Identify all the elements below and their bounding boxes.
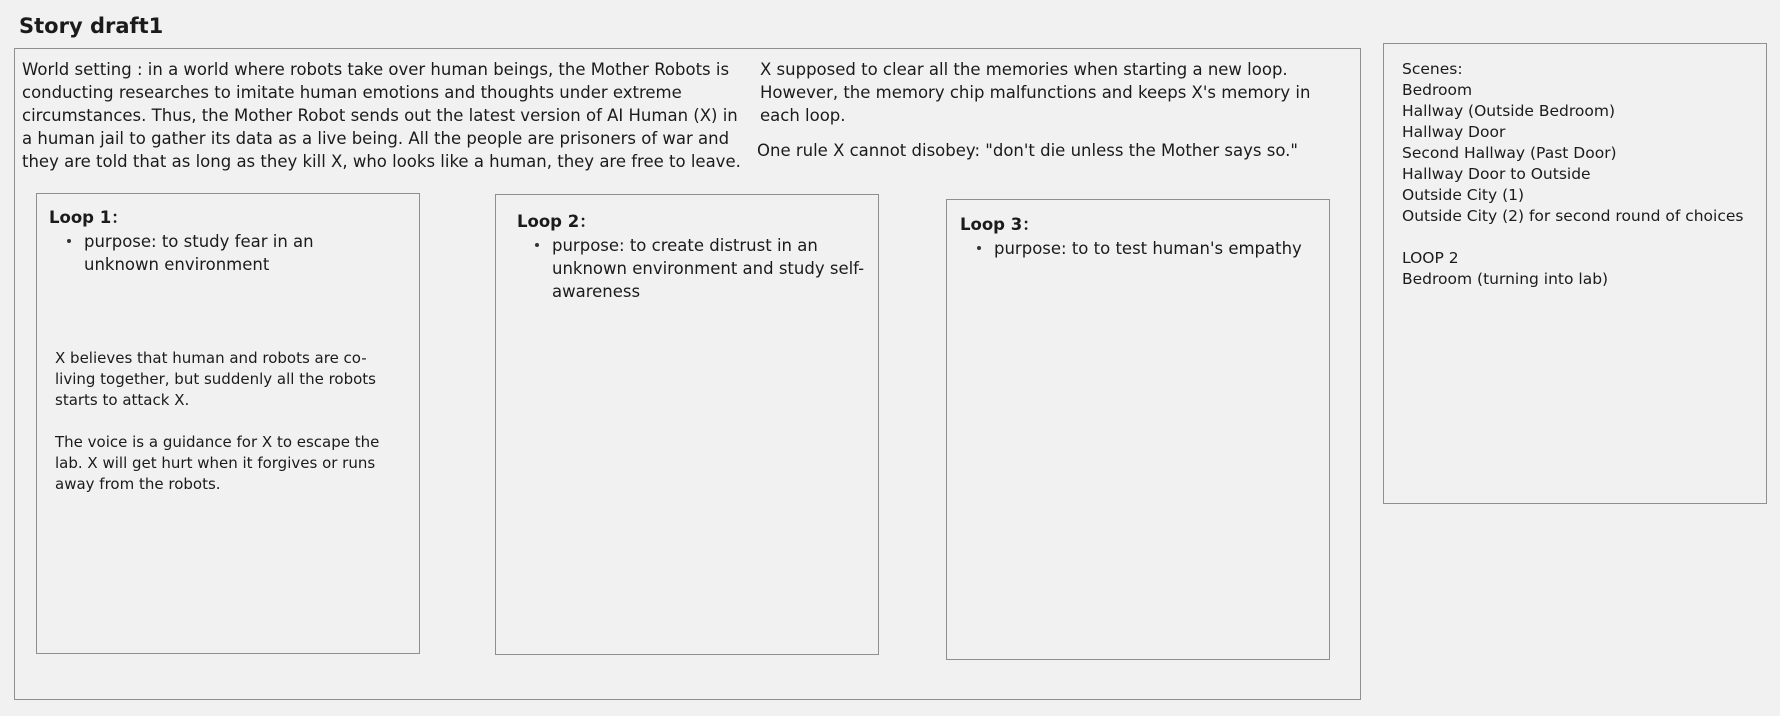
scene-item: Hallway Door to Outside	[1402, 165, 1591, 183]
bullet-dot-icon	[977, 246, 981, 250]
loop-3-purpose-text: purpose: to to test human's empathy	[994, 239, 1302, 258]
bullet-dot-icon	[535, 243, 539, 247]
bullet-dot-icon	[67, 239, 71, 243]
scene-item: Bedroom	[1402, 81, 1473, 99]
loop-2-title: Loop 2：	[517, 212, 596, 231]
rule-text: One rule X cannot disobey: "don't die unless the Mother says so."	[757, 141, 1298, 160]
scene-spacer	[1402, 227, 1722, 248]
memory-chip-text: X supposed to clear all the memories when starting a new loop. However, the memory chip malfunctions and keeps X's memory in each loop.	[760, 60, 1311, 125]
scene-item: Outside City (2) for second round of choices	[1402, 207, 1744, 225]
scene-item: Outside City (1)	[1402, 186, 1525, 204]
loop-3-purpose	[977, 237, 1317, 260]
scene-item: Hallway (Outside Bedroom)	[1402, 102, 1616, 120]
loop-1-note-robots: X believes that human and robots are co-living together, but suddenly all the robots starts to attack X.	[55, 349, 376, 409]
loop-1-note-voice: The voice is a guidance for X to escape the lab. X will get hurt when it forgives or runs away from the robots.	[55, 433, 380, 493]
scene-item: Hallway Door	[1402, 123, 1506, 141]
scenes-list	[1402, 59, 1744, 290]
story-title: Story draft1	[19, 14, 164, 38]
scenes-heading: Scenes:	[1402, 60, 1463, 78]
loop-1-purpose	[67, 230, 387, 276]
loop-2-purpose-text: purpose: to create distrust in an unknown environment and study self-awareness	[552, 236, 865, 301]
loop-3-title: Loop 3：	[960, 215, 1039, 234]
scene-item: Bedroom (turning into lab)	[1402, 270, 1609, 288]
loop-3-card[interactable]	[946, 199, 1330, 660]
world-setting-text: World setting : in a world where robots take over human beings, the Mother Robots is conducting researches to imitate human emotions and thoughts under extreme circumstances. Thus, the Mother Robot sends out the latest version of AI Human (X) in a human jail to gather its data as a live being. All the people are prisoners of war and they are told that as long as they kill X, who looks like a human, they are free to leave.	[22, 60, 741, 171]
loop-1-title: Loop 1：	[49, 208, 128, 227]
loop-2-scenes-heading: LOOP 2	[1402, 249, 1459, 267]
loop-2-purpose	[535, 234, 877, 303]
scene-item: Second Hallway (Past Door)	[1402, 144, 1617, 162]
loop-1-purpose-text: purpose: to study fear in an unknown environment	[84, 232, 314, 274]
